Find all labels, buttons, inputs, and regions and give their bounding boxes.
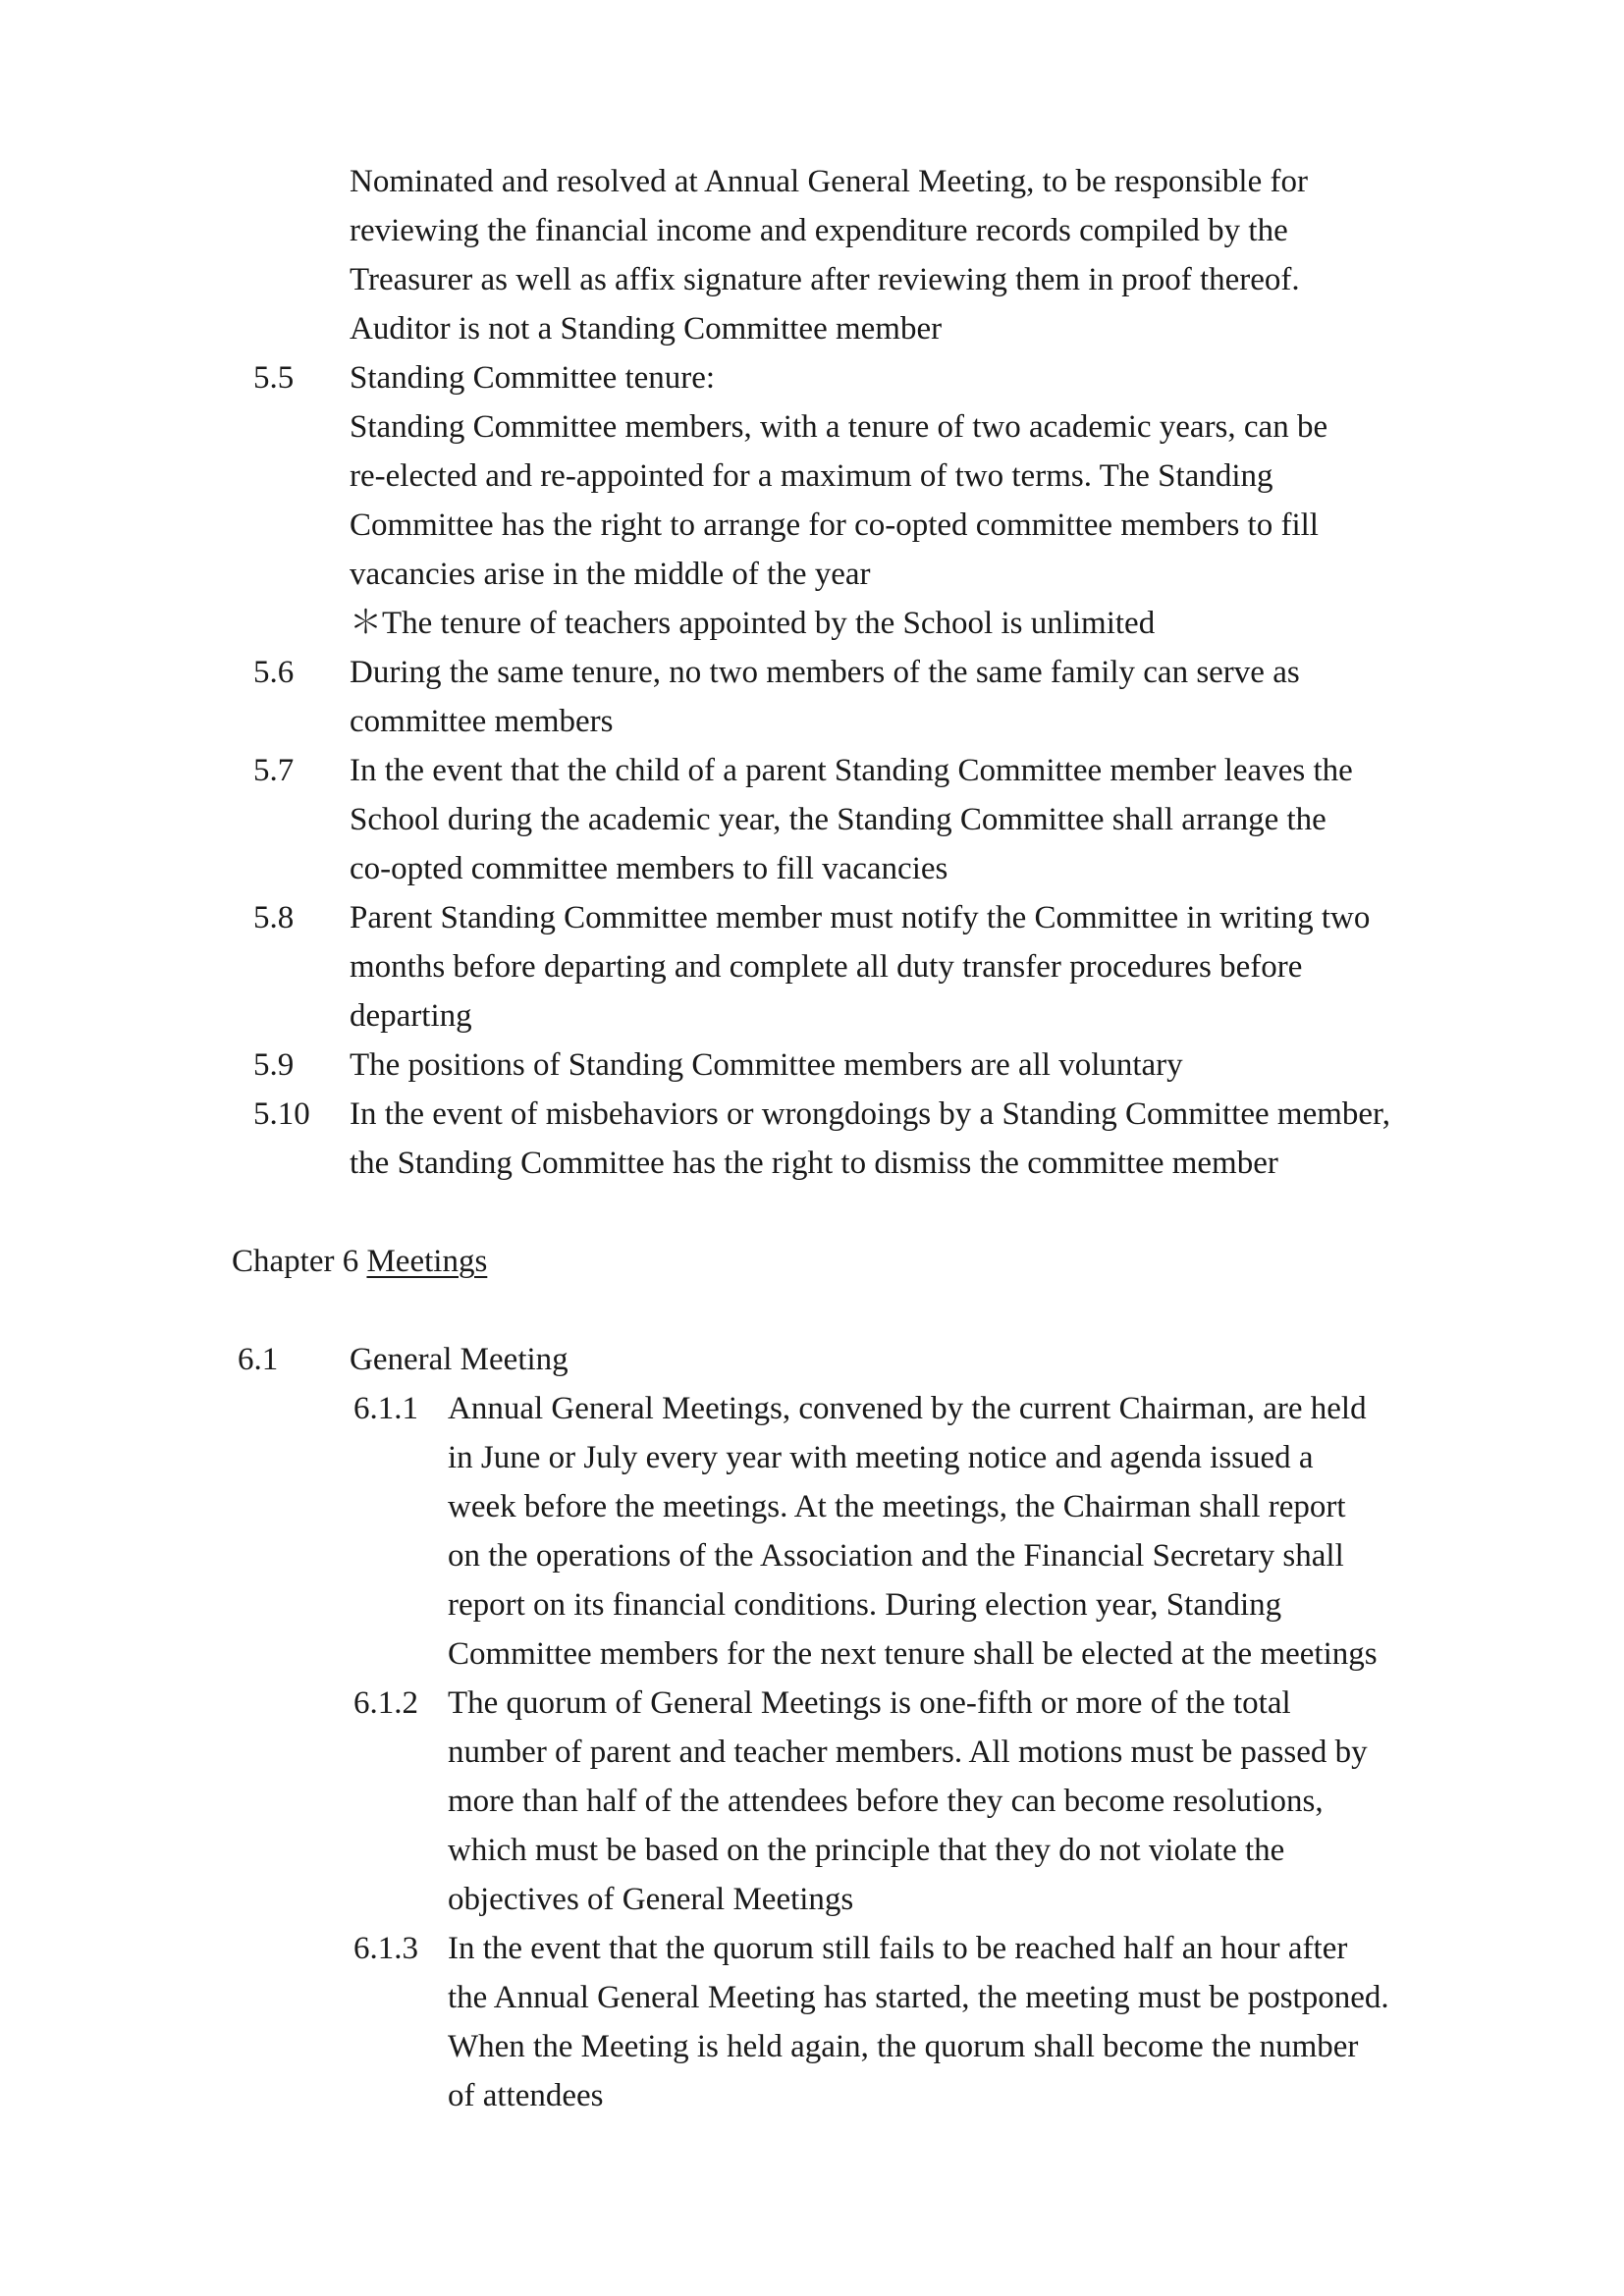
clause-line: committee members bbox=[350, 704, 614, 739]
section-number: 6.1 bbox=[238, 1342, 279, 1377]
subclause-line: When the Meeting is held again, the quorum shall become the number bbox=[448, 2029, 1359, 2064]
subclause-line: of attendees bbox=[448, 2078, 604, 2113]
subclause-line: Committee members for the next tenure shall be elected at the meetings bbox=[448, 1636, 1378, 1672]
intro-line: Treasurer as well as affix signature after reviewing them in proof thereof. bbox=[350, 262, 1300, 297]
clause-line: In the event of misbehaviors or wrongdoings by a Standing Committee member, bbox=[350, 1096, 1390, 1132]
clause-line: Parent Standing Committee member must notify the Committee in writing two bbox=[350, 900, 1371, 935]
subclause-number: 6.1.3 bbox=[353, 1931, 418, 1966]
subclause-line: objectives of General Meetings bbox=[448, 1882, 854, 1917]
subclause-line: which must be based on the principle that they do not violate the bbox=[448, 1833, 1285, 1868]
clause-line: In the event that the child of a parent Standing Committee member leaves the bbox=[350, 753, 1353, 788]
clause-number: 5.7 bbox=[253, 753, 295, 788]
clause-line: vacancies arise in the middle of the year bbox=[350, 557, 871, 592]
clause-line: re-elected and re-appointed for a maximum of two terms. The Standing bbox=[350, 458, 1273, 494]
subclause-line: In the event that the quorum still fails to be reached half an hour after bbox=[448, 1931, 1348, 1966]
chapter-heading bbox=[232, 1237, 487, 1286]
clause-line: Committee has the right to arrange for co-opted committee members to fill bbox=[350, 507, 1319, 543]
subclause-line: number of parent and teacher members. All motions must be passed by bbox=[448, 1735, 1368, 1770]
subclause-line: week before the meetings. At the meetings, the Chairman shall report bbox=[448, 1489, 1346, 1524]
intro-line: reviewing the financial income and expenditure records compiled by the bbox=[350, 213, 1288, 248]
chapter-prefix: Chapter 6 bbox=[232, 1244, 367, 1279]
clause-line: departing bbox=[350, 998, 472, 1034]
section-title: General Meeting bbox=[350, 1342, 568, 1377]
intro-line: Auditor is not a Standing Committee member bbox=[350, 311, 943, 347]
clause-line: the Standing Committee has the right to dismiss the committee member bbox=[350, 1146, 1278, 1181]
chapter-title: Meetings bbox=[366, 1244, 488, 1279]
clause-number: 5.8 bbox=[253, 900, 295, 935]
clause-line: co-opted committee members to fill vacancies bbox=[350, 851, 948, 886]
clause-note-line: ＊The tenure of teachers appointed by the School is unlimited bbox=[350, 606, 1156, 641]
clause-line: Standing Committee tenure: bbox=[350, 360, 716, 396]
subclause-line: Annual General Meetings, convened by the current Chairman, are held bbox=[448, 1391, 1367, 1426]
subclause-line: more than half of the attendees before they can become resolutions, bbox=[448, 1784, 1324, 1819]
subclause-line: report on its financial conditions. During election year, Standing bbox=[448, 1587, 1282, 1623]
clause-line: Standing Committee members, with a tenure of two academic years, can be bbox=[350, 409, 1328, 445]
clause-line: The positions of Standing Committee members are all voluntary bbox=[350, 1047, 1183, 1083]
clause-line: School during the academic year, the Standing Committee shall arrange the bbox=[350, 802, 1326, 837]
clause-line: During the same tenure, no two members of the same family can serve as bbox=[350, 655, 1300, 690]
clause-number: 5.5 bbox=[253, 360, 295, 396]
clause-number: 5.10 bbox=[253, 1096, 310, 1132]
clause-line: months before departing and complete all duty transfer procedures before bbox=[350, 949, 1303, 985]
intro-line: Nominated and resolved at Annual General Meeting, to be responsible for bbox=[350, 164, 1308, 199]
subclause-line: the Annual General Meeting has started, the meeting must be postponed. bbox=[448, 1980, 1389, 2015]
subclause-number: 6.1.1 bbox=[353, 1391, 418, 1426]
subclause-line: on the operations of the Association and the Financial Secretary shall bbox=[448, 1538, 1344, 1574]
clause-number: 5.6 bbox=[253, 655, 295, 690]
subclause-number: 6.1.2 bbox=[353, 1685, 418, 1721]
subclause-line: in June or July every year with meeting notice and agenda issued a bbox=[448, 1440, 1314, 1475]
clause-number: 5.9 bbox=[253, 1047, 295, 1083]
subclause-line: The quorum of General Meetings is one-fifth or more of the total bbox=[448, 1685, 1291, 1721]
